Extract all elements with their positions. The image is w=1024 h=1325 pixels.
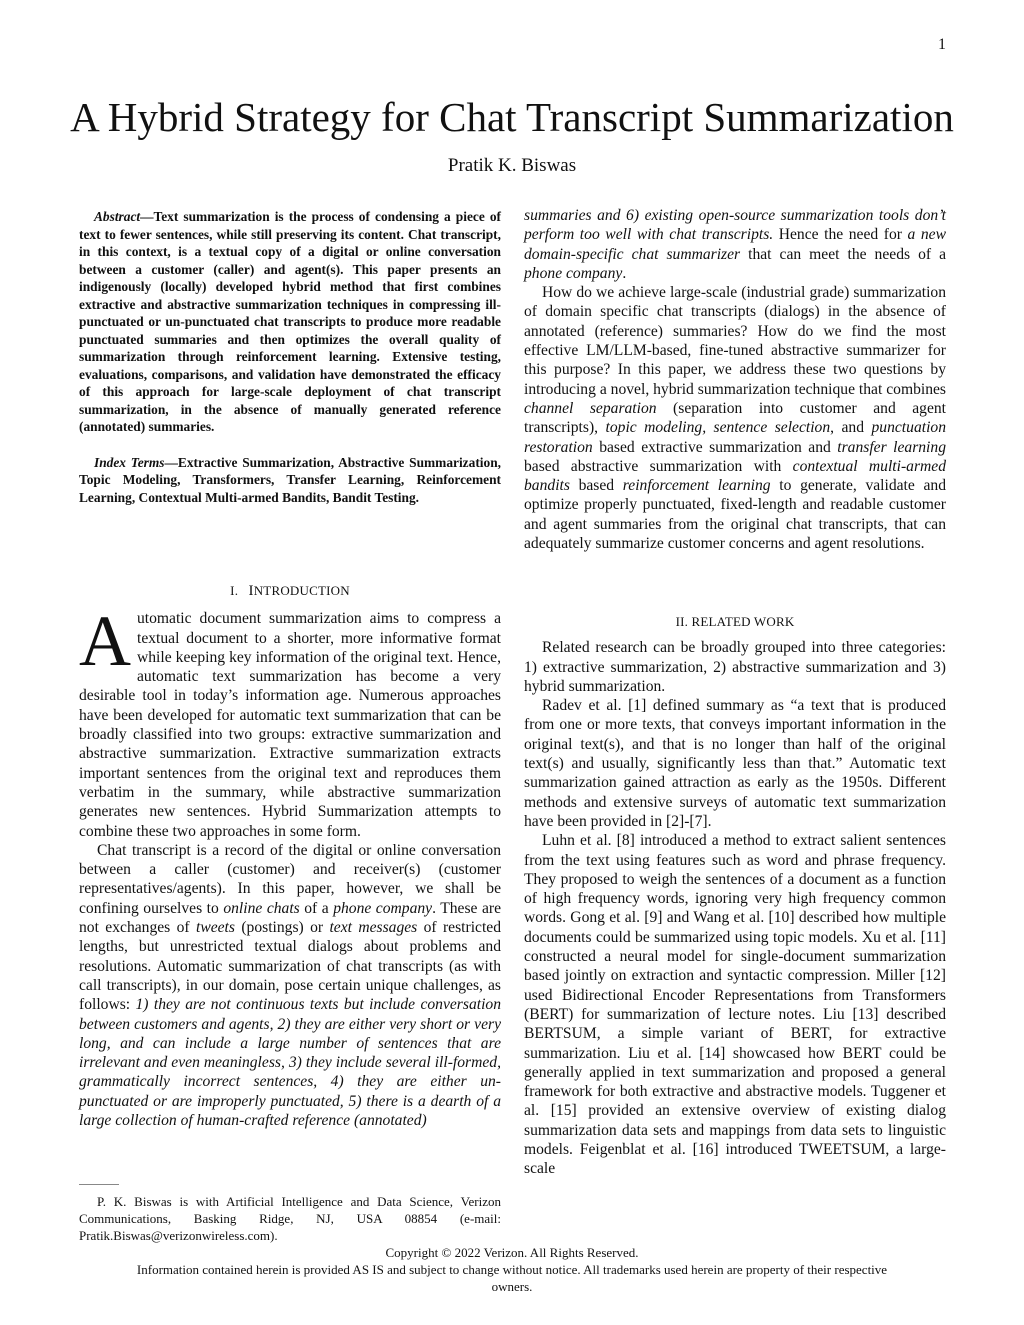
copyright-notice xyxy=(0,1244,1024,1295)
abstract-text: —Text summarization is the process of condensing a piece of text to fewer sentences, while still preserving its content. Chat transcript, in this context, is a textual copy of a digital or online conversation between a customer (caller) and agent(s). This paper presents an indigenously (locally) developed hybrid method that first combines extractive and abstractive summarization techniques in compressing ill-punctuated or un-punctuated chat transcripts to produce more readable punctuated summaries and then optimizes the overall quality of summarization through reinforcement learning. Extensive testing, evaluations, comparisons, and validation have demonstrated the efficacy of this approach for large-scale deployment of chat transcript summarization, in the absence of manually generated reference (annotated) summaries. xyxy=(79,209,501,434)
intro-paragraph-1: Automatic document summarization aims to compress a textual document to a shorter, more informative format while keeping key information of the original text. Hence, automatic text summarization has become a very desirable tool in today’s information age. Numerous approaches have been developed for automatic text summarization that can be broadly classified into two groups: extractive summarization and abstractive summarization. Extractive summarization extracts important sentences from the original text and reproduces them verbatim in the summary, while abstractive summarization generates new sentences. Hybrid Summarization attempts to combine these two approaches in some form. xyxy=(79,601,501,840)
abstract-label: Abstract xyxy=(94,209,141,224)
footnote-rule xyxy=(79,1184,119,1185)
paper-title: A Hybrid Strategy for Chat Transcript Summarization xyxy=(70,94,954,140)
author-name: Pratik K. Biswas xyxy=(447,155,577,176)
related-work-section xyxy=(524,612,946,1179)
abstract-block xyxy=(79,208,501,506)
index-terms-label: Index Terms xyxy=(94,454,165,470)
copyright-line: Copyright © 2022 Verizon. All Rights Reserved. xyxy=(385,1245,639,1260)
intro-section xyxy=(79,581,501,1130)
intro-paragraph-2-cont: summaries and 6) existing open-source summarization tools don’t perform too well with chat transcripts. Hence the need for a new domain-specific chat summarizer that can meet the needs of a phone company. xyxy=(524,207,946,282)
intro-paragraph-3: How do we achieve large-scale (industrial grade) summarization of domain specific chat transcripts (dialogs) in the absence of annotated (reference) summaries? How do we find the most effective LM/LLM-based, fine-tuned abstractive summarizer for this purpose? In this paper, we address these two questions by introducing a novel, hybrid summarization technique that combines channel separation (separation into customer and agent transcripts), topic modeling, sentence selection, and punctuation restoration based extractive summarization and transfer learning based abstractive summarization with contextual multi-armed bandits based reinforcement learning to generate, validate and optimize properly punctuated, fixed-length and readable customer and agent summaries from the original chat transcripts, that can adequately summarize customer concerns and agent resolutions. xyxy=(524,284,946,553)
drop-cap: A xyxy=(79,601,131,682)
abstract xyxy=(79,208,501,436)
index-terms-text: —Extractive Summarization, Abstractive Summarization, Topic Modeling, Transformers, Transfer Learning, Reinforcement Learning, Contextual Multi-armed Bandits, Bandit Testing. xyxy=(79,454,501,505)
footnote: P. K. Biswas is with Artificial Intelligence and Data Science, Verizon Communications, Basking Ridge, NJ, USA 08854 (e-mail: Pratik.Biswas@verizonwireless.com). xyxy=(79,1194,501,1243)
page-number: 1 xyxy=(938,36,946,53)
related-paragraph-3: Luhn et al. [8] introduced a method to extract salient sentences from the text using features such as word and phrase frequency. They proposed to weigh the sentences of a document as a function of high frequency words, ignoring very high frequency common words. Gong et al. [9] and Wang et al. [10] described how multiple documents could be summarized using topic models. Xu et al. [11] constructed a neural model for single-document summarization based jointly on extraction and syntactic compression. Miller [12] used Bidirectional Encoder Representations from Transformers (BERT) for summarization of lecture notes. Liu [13] described BERTSUM, a simple variant of BERT, for extractive summarization. Liu et al. [14] showcased how BERT could be generally applied in text summarization and proposed a general framework for both extractive and abstractive models. Tuggener et al. [15] provided an extensive overview of existing dialog summarization data sets and mappings from data sets to linguistic models. Feigenblat et al. [16] introduced TWEETSUM, a large-scale xyxy=(524,832,946,1178)
disclaimer-line: Information contained herein is provided AS IS and subject to change without notice. All trademarks used herein are property of their respective owners. xyxy=(136,1262,888,1294)
related-paragraph-2: Radev et al. [1] defined summary as “a text that is produced from one or more texts, that conveys important information in the original text(s), and that is no longer than half of the original text(s) and usually, significantly less than that.” Automatic text summarization gained attraction as early as the 1950s. Different methods and extensive surveys of automatic text summarization have been provided in [2]-[7]. xyxy=(524,697,946,830)
intro-paragraph-2: Chat transcript is a record of the digital or online conversation between a caller (customer) and receiver(s) (customer representatives/agents). In this paper, however, we shall be confining ourselves to online chats of a phone company. These are not exchanges of tweets (postings) or text messages of restricted lengths, but unrestricted textual dialogs about problems and resolutions. Automatic summarization of chat transcripts (as with call transcripts), in our domain, pose certain unique challenges, as follows: 1) they are not continuous texts but include conversation between customers and agents, 2) they are either very short or very long, and can include a large number of sentences that are irrelevant and even meaningless, 3) they include several ill-formed, grammatically incorrect sentences, 4) they are either un-punctuated or are improperly punctuated, 5) there is a dearth of a large collection of human-crafted reference (annotated) xyxy=(79,841,502,1130)
related-work-heading: II. RELATED WORK xyxy=(675,614,795,629)
intro-heading: I. INTRODUCTION xyxy=(230,583,350,599)
index-terms xyxy=(79,454,501,507)
right-column xyxy=(524,206,946,553)
related-paragraph-1: Related research can be broadly grouped into three categories: 1) extractive summarization, 2) abstractive summarization and 3) hybrid summarization. xyxy=(524,639,946,695)
